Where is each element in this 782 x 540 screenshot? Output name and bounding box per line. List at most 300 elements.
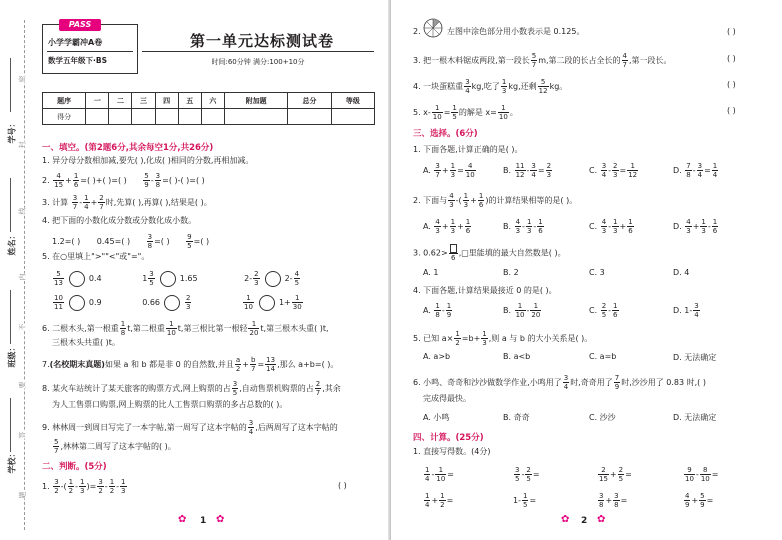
- score-cell[interactable]: [86, 109, 109, 125]
- fraction: [232, 380, 238, 397]
- cut-char: 题: [18, 491, 27, 499]
- calc-item[interactable]: $\frac{1}{4}$ + $\frac{1}{2}$ =: [425, 492, 454, 509]
- compare-circle[interactable]: [164, 295, 180, 311]
- score-table-row: [43, 109, 375, 125]
- denominator: 7: [251, 365, 256, 373]
- choice-5-option-a[interactable]: A. a>b: [423, 352, 451, 361]
- choice-2: 2. 下面与 $\frac{4}{3}$ -( $\frac{1}{3}$ + $\frac{1}{6}$ )的计算结果相等的是( )。: [413, 192, 578, 209]
- test-header: [42, 20, 375, 78]
- option-letter: A.: [423, 222, 431, 231]
- j4-text: kg,还剩: [508, 82, 537, 91]
- numerator: 5: [700, 492, 705, 500]
- numerator: 2: [526, 466, 531, 474]
- numerator: 1: [455, 330, 460, 338]
- choice-5-option-c[interactable]: C. a=b: [589, 352, 617, 361]
- denominator: 2: [109, 487, 115, 495]
- fraction: [53, 438, 59, 455]
- numerator: 4: [435, 218, 440, 226]
- denominator: 3: [613, 171, 618, 179]
- fraction: [97, 478, 103, 495]
- q9-text: 9. 林林周一到周日写完了一本字帖,第一周写了这本字帖的: [42, 423, 247, 432]
- denominator: 10: [432, 113, 442, 121]
- answer-parentheses[interactable]: ( ): [727, 27, 736, 36]
- choice-3-option-c[interactable]: C. 3: [589, 268, 605, 277]
- score-header-cell: 四: [155, 93, 178, 109]
- denominator: 3: [601, 227, 607, 235]
- denominator: 3: [546, 171, 552, 179]
- time-and-score: 时间:60分钟 满分:100+10分: [211, 58, 305, 66]
- name-line: [10, 178, 11, 232]
- denominator: 6: [628, 227, 633, 235]
- numerator: b: [251, 356, 256, 364]
- denominator: 4: [425, 475, 430, 483]
- choice-2-option-a[interactable]: A. $\frac{4}{3}$ + $\frac{1}{3}$ + $\frac{1}{6}$: [423, 218, 471, 235]
- choice-6-option-c[interactable]: C. 沙沙: [589, 413, 616, 422]
- j3-text: m,第二段的长占全长的: [538, 56, 621, 65]
- fraction: [248, 320, 259, 337]
- cut-char: 线: [18, 207, 27, 215]
- calc-1: 1. 直接写得数。(4分): [413, 447, 491, 456]
- numerator: 1: [478, 192, 484, 200]
- numerator: 4: [449, 192, 454, 200]
- student-id-label-box: [2, 119, 22, 144]
- score-header-cell: 六: [201, 93, 224, 109]
- denominator: 4: [531, 171, 536, 179]
- denominator: 5: [618, 475, 624, 483]
- fraction: [451, 104, 457, 121]
- page-number: 2: [581, 516, 588, 526]
- sprout-icon: ✿: [178, 514, 187, 525]
- fraction: [120, 320, 126, 337]
- question-6: [42, 320, 329, 337]
- choice-2-option-c[interactable]: C. $\frac{4}{3}$ - $\frac{1}{3}$ + $\frac{1}{6}$: [589, 218, 633, 235]
- j5-text: 的解是 x=: [458, 108, 497, 117]
- denominator: 4: [694, 311, 699, 319]
- numerator: 1: [465, 218, 471, 226]
- q6-text: t,第三根木头重( )t,: [260, 324, 329, 333]
- compare-circle[interactable]: [69, 271, 85, 287]
- calc-item[interactable]: $\frac{2}{15}$ + $\frac{2}{5}$ =: [599, 466, 632, 483]
- fraction: [424, 492, 430, 509]
- denominator: 9: [144, 181, 149, 189]
- numerator: 3: [248, 419, 254, 427]
- c5-text: 5. 已知 a×: [413, 334, 454, 343]
- numerator: 3: [563, 374, 569, 382]
- denominator: 5: [522, 501, 528, 509]
- q6-text: t,第二根重: [127, 324, 165, 333]
- question-5: 5. 在○里填上">""<"或"="。: [42, 252, 150, 261]
- q9-text: ,林林第二周写了这本字帖的( )。: [60, 442, 176, 451]
- numerator: 1: [121, 478, 126, 486]
- numerator: 1: [627, 162, 638, 171]
- fraction: [601, 302, 607, 319]
- option-letter: A.: [423, 306, 431, 315]
- option-letter: D.: [673, 306, 682, 315]
- denominator: 30: [292, 303, 302, 311]
- fraction: [250, 356, 256, 373]
- answer-parentheses[interactable]: ( ): [338, 481, 347, 490]
- class-label-box: [2, 343, 22, 368]
- q5-expr: 2-: [284, 274, 293, 283]
- q6-text: 6. 二根木头,第一根重: [42, 324, 119, 333]
- fraction: [450, 162, 456, 179]
- numerator: 1: [109, 478, 115, 486]
- compare-circle[interactable]: [265, 271, 281, 287]
- denominator: 20: [531, 311, 541, 319]
- q8-text: ,其余: [322, 384, 341, 393]
- option-letter: B.: [503, 222, 512, 231]
- fraction: [424, 466, 430, 483]
- choice-2-option-d[interactable]: D. $\frac{4}{3}$ + $\frac{1}{3}$ - $\frac{1}{6}$: [673, 218, 718, 235]
- name-label-box: [2, 231, 22, 256]
- fraction: [465, 162, 476, 179]
- denominator: 7: [99, 203, 104, 211]
- answer-parentheses[interactable]: ( ): [727, 80, 736, 89]
- denominator: 4: [248, 428, 254, 436]
- denominator: 4: [563, 383, 569, 391]
- choice-4-option-d[interactable]: D. 1- $\frac{3}{4}$: [673, 302, 699, 319]
- denominator: 9: [685, 501, 690, 509]
- numerator: 3: [599, 492, 604, 500]
- q7-text: ,那么 a+b=( )。: [277, 360, 339, 369]
- score-cell[interactable]: [331, 109, 374, 125]
- numerator: 1: [526, 218, 532, 226]
- fraction: [83, 194, 89, 211]
- q4-item: =( ): [193, 237, 210, 246]
- c5-text: =b+: [461, 334, 481, 343]
- blank-box[interactable]: [450, 244, 457, 253]
- choice-1: 1. 下面各题,计算正确的是( )。: [413, 145, 523, 154]
- j3-text: ,第一段长。: [629, 56, 672, 65]
- fraction: [537, 218, 543, 235]
- numerator: 4: [294, 270, 300, 278]
- score-cell[interactable]: [132, 109, 155, 125]
- question-1: 1. 异分母分数相加减,要先( ),化成( )相同的分数,再相加减。: [42, 156, 254, 165]
- pass-logo: PASS: [59, 19, 101, 31]
- student-id-label: 学号：: [7, 119, 17, 144]
- numerator: 1: [463, 192, 469, 200]
- numerator: 1: [530, 302, 541, 311]
- fraction: [186, 233, 192, 250]
- choice-3-option-b[interactable]: B. 2: [503, 268, 519, 277]
- denominator: 2: [54, 487, 59, 495]
- cut-char: 封: [18, 141, 27, 149]
- fraction: [525, 466, 531, 483]
- denominator: 3: [80, 487, 85, 495]
- fraction: [53, 172, 64, 189]
- numerator: 4: [601, 218, 607, 226]
- numerator: 1: [712, 218, 718, 226]
- score-row-label: 得分: [43, 109, 86, 125]
- numerator: 1: [425, 492, 430, 500]
- calc-item[interactable]: $\frac{3}{5}$ - $\frac{2}{5}$ =: [515, 466, 540, 483]
- q7-text: 如果 a 和 b 都是非 0 的自然数,并且: [104, 360, 234, 369]
- choice-6-option-d[interactable]: D. 无法确定: [673, 413, 717, 422]
- denominator: 3: [435, 227, 440, 235]
- fraction: [546, 162, 552, 179]
- choice-1-option-c[interactable]: C. $\frac{3}{4}$ - $\frac{2}{3}$ = $\frac{1}{12}$: [589, 162, 638, 179]
- denominator: 8: [435, 311, 440, 319]
- name-label: 姓名：: [7, 231, 17, 256]
- q5-expr: 2-: [244, 274, 253, 283]
- fraction: [292, 294, 303, 311]
- denominator: 3: [450, 227, 456, 235]
- q8-text: 8. 某火车站统计了某天旅客的购票方式,网上购票的占: [42, 384, 231, 393]
- section-fill-in: 一、填空。(第2题6分,其余每空1分,共26分): [42, 143, 214, 153]
- denominator: 3: [613, 227, 618, 235]
- numerator: 1: [712, 162, 718, 170]
- fraction: [598, 492, 604, 509]
- score-table: [42, 92, 375, 125]
- denominator: 12: [538, 87, 548, 95]
- fraction: [109, 478, 115, 495]
- fraction: [463, 192, 469, 209]
- numerator: 1: [482, 330, 487, 338]
- denominator: 2: [98, 487, 103, 495]
- q4-item: =( ): [154, 237, 170, 246]
- numerator: 3: [232, 380, 238, 388]
- fraction: [530, 302, 541, 319]
- cut-char: 答: [18, 431, 27, 439]
- denominator: 4: [84, 203, 89, 211]
- choice-6-option-b[interactable]: B. 奇奇: [503, 413, 530, 422]
- q5-value: 0.4: [88, 274, 102, 283]
- denominator: 6: [538, 227, 543, 235]
- choice-6-option-a[interactable]: A. 小鸣: [423, 413, 450, 422]
- j1-number: 1.: [42, 482, 50, 491]
- fraction: [601, 162, 607, 179]
- denominator: 6: [478, 201, 484, 209]
- numerator: 3: [54, 478, 59, 486]
- fraction: [515, 162, 526, 179]
- question-7: 7.(名校期末真题)如果 a 和 b 都是非 0 的自然数,并且 $\frac{a}{2}$ + $\frac{b}{7}$ = $\frac{13}{14}$ ,那么 a+b=( )。: [42, 356, 339, 373]
- fraction: [684, 492, 690, 509]
- choice-4-option-c[interactable]: C. $\frac{2}{5}$ - $\frac{1}{6}$: [589, 302, 618, 319]
- q7-tag: (名校期末真题): [49, 360, 105, 369]
- fraction: [434, 218, 440, 235]
- question-6-cont: 三根木头共重( )t。: [52, 338, 120, 347]
- denominator: 3: [526, 227, 532, 235]
- choice-5-option-b[interactable]: B. a<b: [503, 352, 531, 361]
- score-header-cell: 五: [178, 93, 201, 109]
- denominator: 3: [686, 227, 691, 235]
- denominator: 10: [685, 475, 694, 483]
- numerator: 1: [498, 104, 509, 113]
- question-9-cont: [52, 438, 176, 455]
- q3-lead: 3. 计算: [42, 198, 69, 207]
- denominator: 6: [465, 227, 471, 235]
- fraction: [432, 104, 443, 121]
- numerator: 1: [515, 302, 526, 311]
- denominator: 10: [244, 303, 253, 311]
- series-name: 小学学霸冲A卷: [48, 38, 103, 47]
- numerator: 1: [452, 104, 457, 112]
- denominator: 8: [120, 329, 126, 337]
- option-letter: C.: [589, 222, 598, 231]
- score-cell[interactable]: [201, 109, 224, 125]
- fraction: [712, 162, 718, 179]
- calc-item[interactable]: $\frac{3}{8}$ + $\frac{3}{8}$ =: [599, 492, 628, 509]
- fraction: [612, 302, 618, 319]
- calc-item[interactable]: $\frac{4}{9}$ + $\frac{5}{9}$ =: [685, 492, 714, 509]
- denominator: 8: [147, 242, 153, 250]
- numerator: 2: [601, 302, 607, 310]
- c2-text: 2. 下面与: [413, 196, 448, 205]
- denominator: 3: [515, 227, 521, 235]
- fraction: [434, 162, 440, 179]
- numerator: 9: [187, 233, 192, 241]
- choice-1-option-b[interactable]: B. $\frac{11}{12}$ - $\frac{3}{4}$ = $\frac{2}{3}$: [503, 162, 552, 179]
- fraction: [685, 218, 691, 235]
- denominator: 15: [599, 475, 608, 483]
- fraction: [598, 466, 609, 483]
- page-two: [391, 0, 782, 540]
- score-header-cell: 三: [132, 93, 155, 109]
- choice-3-option-a[interactable]: A. 1: [423, 268, 439, 277]
- numerator: a: [235, 356, 241, 364]
- denominator: 13: [54, 279, 63, 287]
- fraction: [72, 194, 78, 211]
- q9-text: ,后两周写了这本字帖的: [255, 423, 338, 432]
- numerator: 1: [435, 466, 446, 475]
- badge-divider: [47, 51, 133, 52]
- fraction: [613, 492, 619, 509]
- score-cell[interactable]: [224, 109, 288, 125]
- sprout-icon: ✿: [597, 514, 606, 525]
- equals-sign: =: [625, 470, 632, 479]
- choice-3-option-d[interactable]: D. 4: [673, 268, 690, 277]
- choice-4-option-b[interactable]: B. $\frac{1}{10}$ - $\frac{1}{20}$: [503, 302, 541, 319]
- numerator: 3: [601, 162, 607, 170]
- answer-parentheses[interactable]: ( ): [727, 106, 736, 115]
- q2-blanks-b: =( )-( )=( ): [162, 176, 205, 185]
- school-label: 学校：: [7, 449, 17, 474]
- c6-text: 6. 小鸣、奇奇和沙沙做数学作业,小鸣用了: [413, 378, 562, 387]
- option-letter: C.: [589, 306, 598, 315]
- numerator: 3: [694, 302, 699, 310]
- binding-strip: [0, 0, 32, 540]
- fraction: [53, 294, 64, 311]
- calc-item[interactable]: $\frac{9}{10}$ - $\frac{8}{10}$ =: [685, 466, 719, 483]
- school-line: [10, 398, 11, 452]
- numerator: 1: [440, 492, 445, 500]
- fraction: [294, 270, 300, 287]
- denominator: 20: [249, 329, 259, 337]
- fraction: [627, 162, 638, 179]
- denominator: 8: [155, 181, 161, 189]
- option-letter: D.: [673, 222, 682, 231]
- fraction: [481, 330, 487, 347]
- fraction: [515, 302, 526, 319]
- denominator: 4: [712, 171, 718, 179]
- fraction: [685, 162, 691, 179]
- question-8: [42, 380, 341, 397]
- denominator: 12: [628, 171, 638, 179]
- denominator: 5: [515, 475, 520, 483]
- denominator: 15: [54, 181, 64, 189]
- denominator: 6: [450, 254, 456, 262]
- fraction: [253, 270, 259, 287]
- denominator: 2: [455, 339, 460, 347]
- numerator: 4: [53, 172, 64, 181]
- calc-item[interactable]: 1- $\frac{1}{5}$ =: [513, 492, 537, 509]
- choice-4-option-a[interactable]: A. $\frac{1}{8}$ - $\frac{1}{9}$: [423, 302, 452, 319]
- choice-1-option-d[interactable]: D. $\frac{7}{8}$ - $\frac{3}{4}$ = $\frac{1}{4}$: [673, 162, 718, 179]
- numerator: 3: [515, 466, 520, 474]
- fraction: [79, 478, 85, 495]
- score-cell[interactable]: [288, 109, 331, 125]
- choice-5-option-d[interactable]: D. 无法确定: [673, 353, 717, 362]
- numerator: 3: [435, 162, 440, 170]
- judge-2-number: 2.: [413, 27, 421, 36]
- answer-parentheses[interactable]: ( ): [727, 54, 736, 63]
- numerator: [449, 244, 458, 254]
- score-cell[interactable]: [109, 109, 132, 125]
- fraction: [514, 466, 520, 483]
- compare-circle[interactable]: [160, 271, 176, 287]
- fraction: [697, 162, 703, 179]
- equals-sign: =: [532, 470, 540, 479]
- fraction: [120, 478, 126, 495]
- numerator: 1: [166, 320, 177, 329]
- fraction: [148, 270, 154, 287]
- numerator: 4: [515, 218, 521, 226]
- numerator: 1: [120, 320, 126, 328]
- q4-answers: [52, 233, 209, 250]
- page-title: 第一单元达标测试卷: [189, 32, 334, 50]
- fraction: [248, 419, 254, 436]
- numerator: 1: [701, 218, 706, 226]
- series-badge: [42, 20, 138, 74]
- cut-char: 要: [18, 381, 27, 389]
- numerator: 1: [248, 320, 259, 329]
- question-4: 4. 把下面的小数化成分数或分数化成小数。: [42, 216, 197, 225]
- q5-whole: 1: [142, 274, 148, 283]
- compare-circle[interactable]: [69, 295, 85, 311]
- equals-sign: =: [711, 470, 719, 479]
- numerator: 5: [531, 52, 537, 60]
- numerator: 2: [598, 466, 609, 475]
- fraction: [435, 466, 446, 483]
- choice-2-option-b[interactable]: B. $\frac{4}{3}$ - $\frac{1}{3}$ - $\frac{1}{6}$: [503, 218, 543, 235]
- school-label-box: [2, 449, 22, 474]
- calc-item[interactable]: $\frac{1}{4}$ - $\frac{1}{10}$ =: [425, 466, 454, 483]
- fraction: [522, 492, 528, 509]
- denominator: 9: [446, 311, 452, 319]
- compare-circle[interactable]: [259, 295, 275, 311]
- fraction: [501, 78, 507, 95]
- numerator: 3: [72, 194, 78, 202]
- fraction: [434, 302, 440, 319]
- choice-1-option-a[interactable]: A. $\frac{3}{7}$ + $\frac{1}{3}$ = $\frac{4}{10}$: [423, 162, 475, 179]
- choice-5: [413, 330, 592, 347]
- fraction: [315, 380, 321, 397]
- fraction: [563, 374, 569, 391]
- fraction: [478, 192, 484, 209]
- q2-blanks-a: =( )+( )=( ): [80, 176, 127, 185]
- section-true-false: 二、判断。(5分): [42, 462, 107, 472]
- c6-text: 时,奇奇用了: [570, 378, 613, 387]
- j3-text: 3. 把一根木料锯成两段,第一段长: [413, 56, 530, 65]
- score-cell[interactable]: [178, 109, 201, 125]
- score-header-cell: 等级: [331, 93, 374, 109]
- denominator: 3: [463, 201, 469, 209]
- score-cell[interactable]: [155, 109, 178, 125]
- fraction: [684, 466, 695, 483]
- denominator: 5: [149, 279, 154, 287]
- equals-sign: =: [706, 496, 714, 505]
- fraction: [700, 466, 711, 483]
